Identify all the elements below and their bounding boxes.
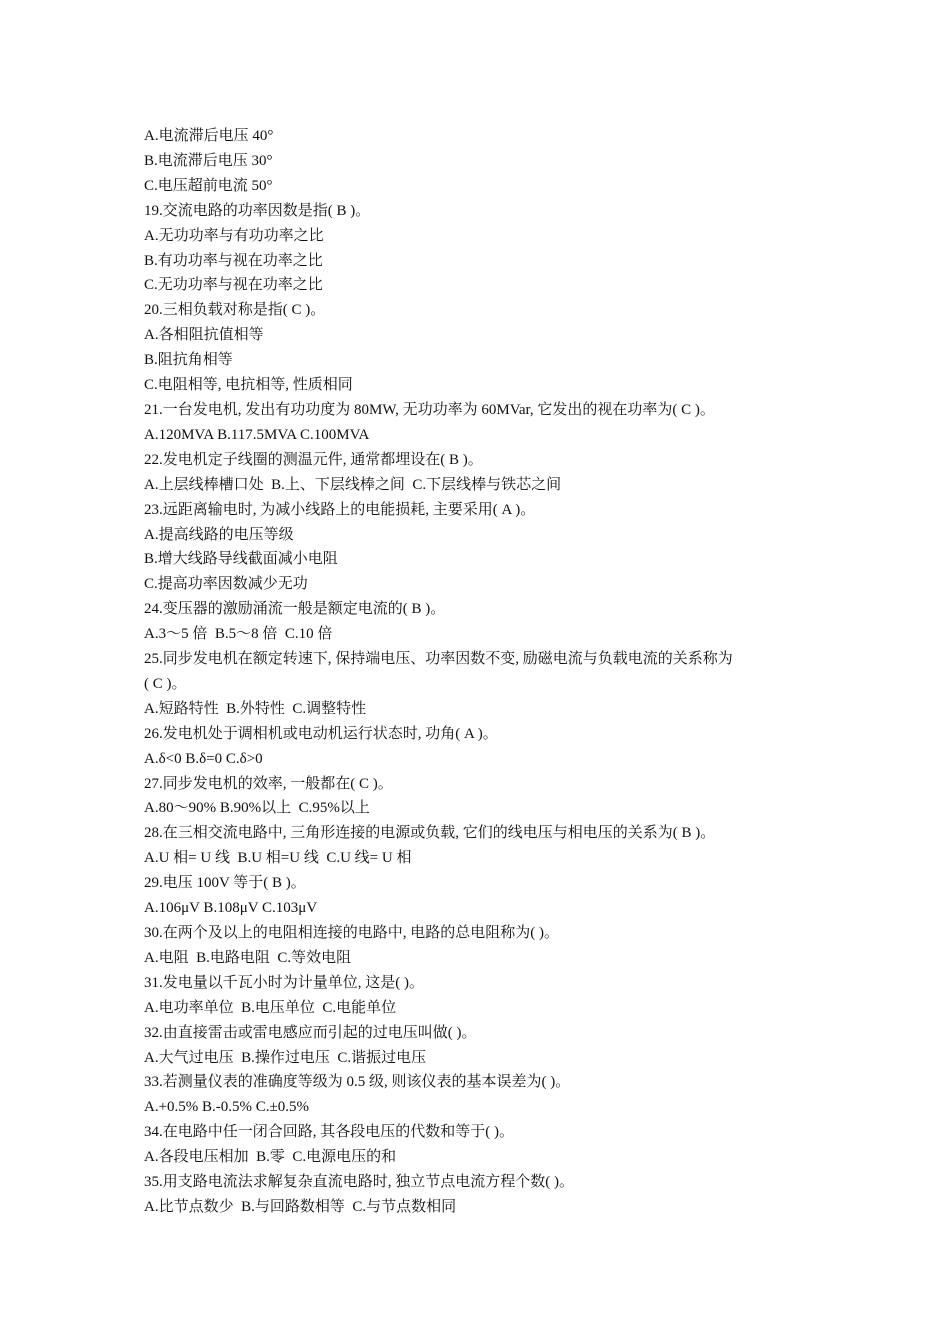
question-line: 19.交流电路的功率因数是指( B )。 xyxy=(144,202,371,219)
text-line: A.上层线棒槽口处 B.上、下层线棒之间 C.下层线棒与铁芯之间 xyxy=(144,476,562,493)
text-line: C.提高功率因数减少无功 xyxy=(144,576,308,593)
question-line: 30.在两个及以上的电阻相连接的电路中, 电路的总电阻称为( )。 xyxy=(144,925,559,941)
text-line: A.电流滞后电压 40° xyxy=(144,128,274,144)
question-line: 22.发电机定子线圈的测温元件, 通常都埋设在( B )。 xyxy=(144,451,483,468)
text-line: A.各相阻抗值相等 xyxy=(144,327,264,344)
text-line: B.增大线路导线截面减小电阻 xyxy=(144,551,338,568)
text-line: A.大气过电压 B.操作过电压 C.谐振过电压 xyxy=(144,1049,427,1066)
text-line: B.电流滞后电压 30° xyxy=(144,152,273,169)
question-line: 35.用支路电流法求解复杂直流电路时, 独立节点电流方程个数( )。 xyxy=(144,1174,574,1191)
question-line: 29.电压 100V 等于( B )。 xyxy=(144,875,306,892)
text-line: A.U 相= U 线 B.U 相=U 线 C.U 线= U 相 xyxy=(144,850,412,867)
question-line: 33.若测量仪表的准确度等级为 0.5 级, 则该仪表的基本误差为( )。 xyxy=(144,1074,571,1091)
text-line: A.3～5 倍 B.5～8 倍 C.10 倍 xyxy=(144,626,333,643)
question-line: 24.变压器的激励涌流一般是额定电流的( B )。 xyxy=(144,601,446,618)
question-line: 34.在电路中任一闭合回路, 其各段电压的代数和等于( )。 xyxy=(144,1124,514,1141)
question-line: 20.三相负载对称是指( C )。 xyxy=(144,302,326,319)
question-line: 31.发电量以千瓦小时为计量单位, 这是( )。 xyxy=(144,974,424,991)
text-line: A.电功率单位 B.电压单位 C.电能单位 xyxy=(144,999,397,1016)
text-line: A.120MVA B.117.5MVA C.100MVA xyxy=(144,426,370,443)
text-line: ( C )。 xyxy=(144,675,187,692)
text-line: B.阻抗角相等 xyxy=(144,352,233,369)
text-line: A.+0.5% B.-0.5% C.±0.5% xyxy=(144,1099,310,1116)
question-line: 21.一台发电机, 发出有功功度为 80MW, 无功功率为 60MVar, 它发出的视在功率为( C )。 xyxy=(144,401,715,418)
text-line: C.电阻相等, 电抗相等, 性质相同 xyxy=(144,377,353,394)
text-line: A.提高线路的电压等级 xyxy=(144,526,294,543)
text-line: A.各段电压相加 B.零 C.电源电压的和 xyxy=(144,1149,397,1166)
text-line: A.电阻 B.电路电阻 C.等效电阻 xyxy=(144,949,352,966)
document-body xyxy=(144,124,824,1220)
question-line: 25.同步发电机在额定转速下, 保持端电压、功率因数不变, 励磁电流与负载电流的关系称为 xyxy=(144,651,733,668)
question-line: 27.同步发电机的效率, 一般都在( C )。 xyxy=(144,775,393,792)
text-line: A.106μV B.108μV C.103μV xyxy=(144,900,318,917)
text-line: A.80～90% B.90%以上 C.95%以上 xyxy=(144,800,370,817)
text-line: C.无功功率与视在功率之比 xyxy=(144,277,323,294)
text-line: A.δ<0 B.δ=0 C.δ>0 xyxy=(144,750,263,767)
question-line: 26.发电机处于调相机或电动机运行状态时, 功角( A )。 xyxy=(144,725,498,742)
question-line: 28.在三相交流电路中, 三角形连接的电源或负载, 它们的线电压与相电压的关系为( B )。 xyxy=(144,825,716,842)
text-line: A.无功功率与有功功率之比 xyxy=(144,227,324,244)
text-line: A.比节点数少 B.与回路数相等 C.与节点数相同 xyxy=(144,1198,457,1215)
text-line: C.电压超前电流 50° xyxy=(144,177,273,194)
question-line: 32.由直接雷击或雷电感应而引起的过电压叫做( )。 xyxy=(144,1024,477,1041)
text-line: A.短路特性 B.外特性 C.调整特性 xyxy=(144,700,367,717)
question-line: 23.远距离输电时, 为减小线路上的电能损耗, 主要采用( A )。 xyxy=(144,501,536,518)
text-line: B.有功功率与视在功率之比 xyxy=(144,252,323,269)
